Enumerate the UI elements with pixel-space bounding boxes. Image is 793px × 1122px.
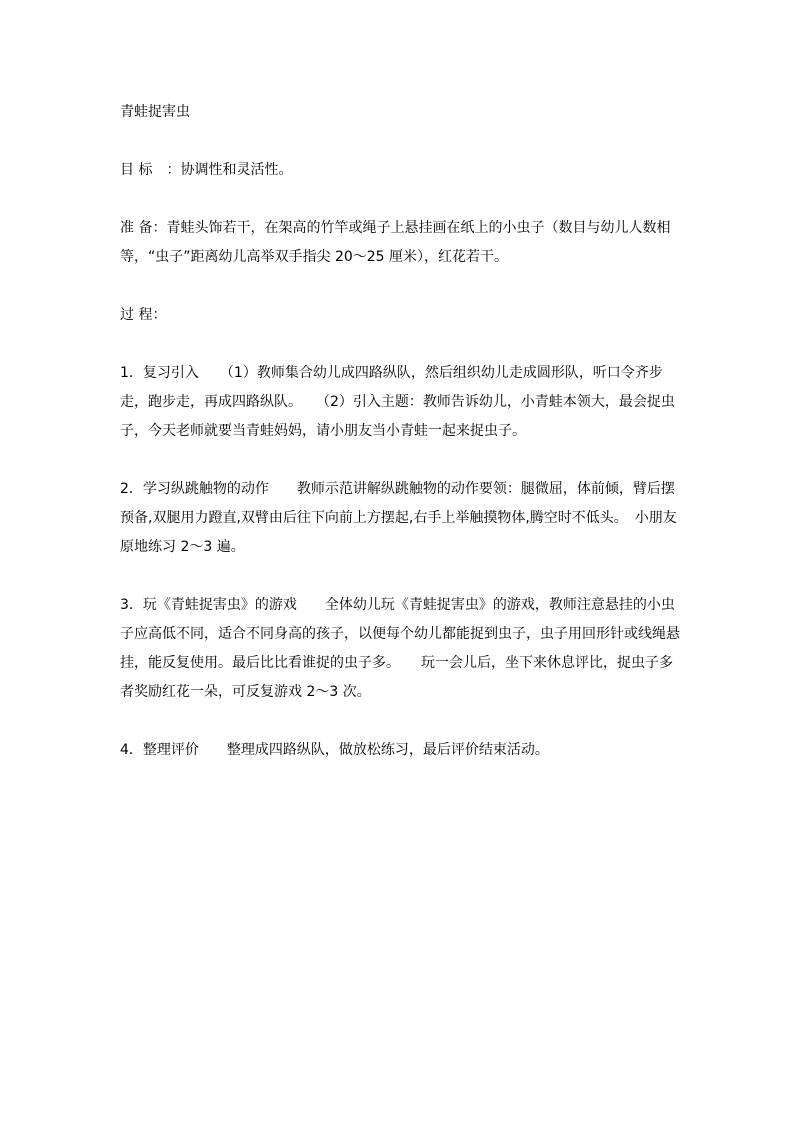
- step-1-paragraph: 1．复习引入 （1）教师集合幼儿成四路纵队，然后组织幼儿走成圆形队，听口令齐步走，跑步走，再成四路纵队。 （2）引入主题：教师告诉幼儿，小青蛙本领大，最会捉虫子，今天老师就要当青蛙妈妈，请小朋友当小青蛙一起来捉虫子。: [120, 365, 675, 439]
- step-4-paragraph: 4．整理评价 整理成四路纵队，做放松练习，最后评价结束活动。: [120, 742, 549, 758]
- preparation-paragraph: 准 备：青蛙头饰若干，在架高的竹竿或绳子上悬挂画在纸上的小虫子（数目与幼儿人数相等，“虫子”距离幼儿高举双手指尖 20～25 厘米），红花若干。: [120, 220, 671, 265]
- step-2-paragraph: 2．学习纵跳触物的动作 教师示范讲解纵跳触物的动作要领：腿微屈，体前倾，臂后摆预备,双腿用力蹬直,双臂由后往下向前上方摆起,右手上举触摸物体,腾空时不低头。 小朋友原地练习 2～3 遍。: [120, 481, 677, 555]
- document-title: 青蛙捉害虫: [120, 104, 190, 120]
- goal-paragraph: 目 标 ：协调性和灵活性。: [120, 162, 293, 178]
- document-page: [120, 98, 680, 794]
- step-3-paragraph: 3．玩《青蛙捉害虫》的游戏 全体幼儿玩《青蛙捉害虫》的游戏，教师注意悬挂的小虫子应高低不同，适合不同身高的孩子，以便每个幼儿都能捉到虫子，虫子用回形针或线绳悬挂，能反复使用。最后比比看谁捉的虫子多。 玩一会儿后，坐下来休息评比，捉虫子多者奖励红花一朵，可反复游戏 2～3 次。: [120, 597, 680, 700]
- process-heading: 过 程：: [120, 307, 167, 323]
